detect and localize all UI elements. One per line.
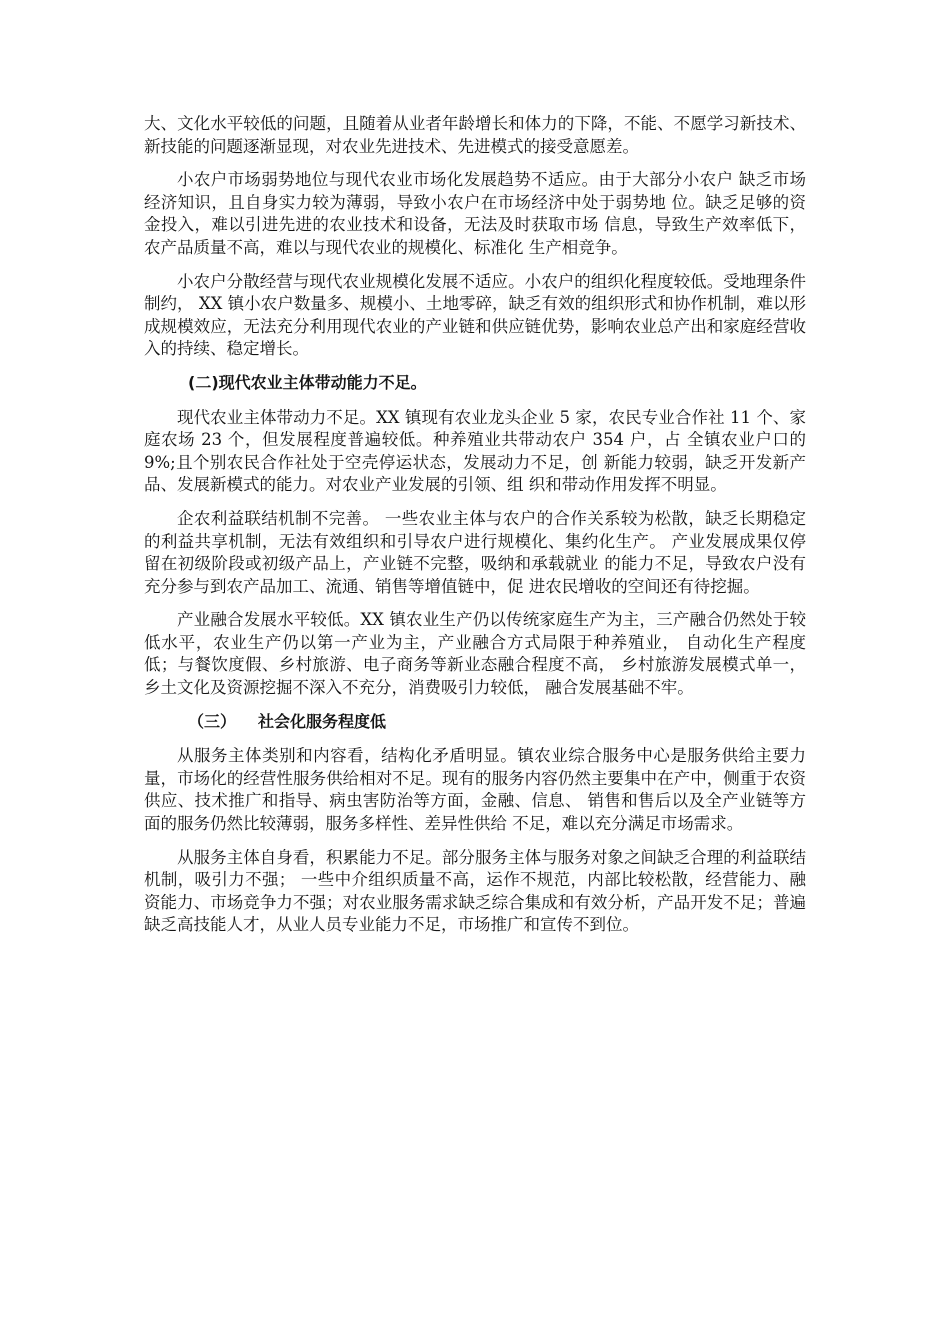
paragraph: 小农户分散经营与现代农业规模化发展不适应。小农户的组织化程度较低。受地理条件制约， XX 镇小农户数量多、规模小、土地零碎，缺乏有效的组织形式和协作机制，难以形成规模效应，无法充分利用现代农业的产业链和供应链优势，影响农业总产出和家庭经营收入的持续、稳定增长。 <box>144 271 806 359</box>
section-heading-3-number: （三） <box>188 711 237 731</box>
section-heading-3 <box>144 711 806 734</box>
paragraph: 小农户市场弱势地位与现代农业市场化发展趋势不适应。由于大部分小农户 缺乏市场经济知识，且自身实力较为薄弱，导致小农户在市场经济中处于弱势地 位。缺乏足够的资金投入，难以引进先进的农业技术和设备，无法及时获取市场 信息，导致生产效率低下，农产品质量不高，难以与现代农业的规模化、标准化 生产相竞争。 <box>144 170 806 257</box>
paragraph: 现代农业主体带动力不足。XX 镇现有农业龙头企业 5 家，农民专业合作社 11 个、家庭农场 23 个，但发展程度普遍较低。种养殖业共带动农户 354 户，占 全镇农业户口的 9%;且个别农民合作社处于空壳停运状态，发展动力不足，创 新能力较弱，缺乏开发新产品、发展新模式的能力。对农业产业发展的引领、组 织和带动作用发挥不明显。 <box>144 407 806 495</box>
paragraph: 产业融合发展水平较低。XX 镇农业生产仍以传统家庭生产为主，三产融合仍然处于较低水平，农业生产仍以第一产业为主，产业融合方式局限于种养殖业， 自动化生产程度低；与餐饮度假、乡村旅游、电子商务等新业态融合程度不高， 乡村旅游发展模式单一，乡土文化及资源挖掘不深入不充分，消费吸引力较低， 融合发展基础不牢。 <box>144 610 806 698</box>
section-heading-3-text: 社会化服务程度低 <box>258 711 387 731</box>
document-page <box>144 113 806 948</box>
paragraph: 从服务主体自身看，积累能力不足。部分服务主体与服务对象之间缺乏合理的利益联结机制，吸引力不强； 一些中介组织质量不高，运作不规范，内部比较松散，经营能力、融资能力、市场竞争力不强；对农业服务需求缺乏综合集成和有效分析，产品开发不足；普遍缺乏高技能人才，从业人员专业能力不足，市场推广和宣传不到位。 <box>144 847 806 935</box>
section-heading-2: (二)现代农业主体带动能力不足。 <box>188 372 427 392</box>
paragraph: 从服务主体类别和内容看，结构化矛盾明显。镇农业综合服务中心是服务供给主要力量，市场化的经营性服务供给相对不足。现有的服务内容仍然主要集中在产中，侧重于农资供应、技术推广和指导、病虫害防治等方面，金融、信息、 销售和售后以及全产业链等方面的服务仍然比较薄弱，服务多样性、差异性供给 不足，难以充分满足市场需求。 <box>144 746 806 834</box>
paragraph: 大、文化水平较低的问题，且随着从业者年龄增长和体力的下降，不能、不愿学习新技术、新技能的问题逐渐显现，对农业先进技术、先进模式的接受意愿差。 <box>144 114 806 156</box>
paragraph: 企农利益联结机制不完善。 一些农业主体与农户的合作关系较为松散，缺乏长期稳定的利益共享机制，无法有效组织和引导农户进行规模化、集约化生产。 产业发展成果仅停留在初级阶段或初级产品上，产业链不完整，吸纳和承载就业 的能力不足，导致农户没有充分参与到农产品加工、流通、销售等增值链中，促 进农民增收的空间还有待挖掘。 <box>144 508 806 596</box>
